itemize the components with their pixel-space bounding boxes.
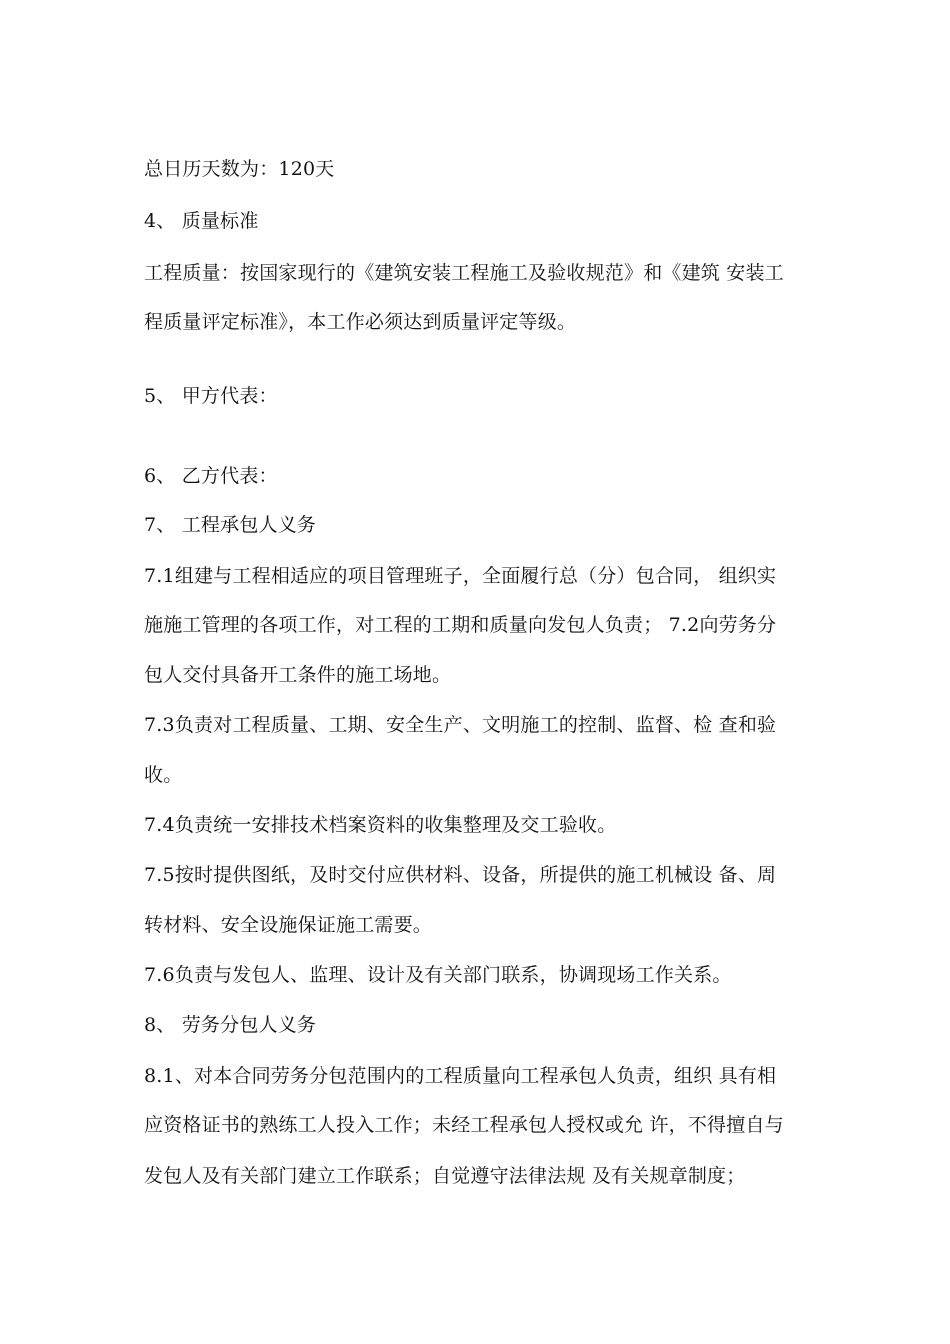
text-line-7-2: 包人交付具备开工条件的施工场地。 — [144, 664, 452, 686]
text-line-7-5-a: 7.5按时提供图纸，及时交付应供材料、设备，所提供的施工机械设 备、周 — [144, 864, 777, 886]
text-line-quality-1: 工程质量：按国家现行的《建筑安装工程施工及验收规范》和《建筑 安装工 — [144, 262, 784, 284]
heading-contractor-obligations: 7、 工程承包人义务 — [144, 514, 317, 536]
text-line-7-5-b: 转材料、安全设施保证施工需要。 — [144, 914, 433, 936]
text-line-7-1-a: 7.1组建与工程相适应的项目管理班子，全面履行总（分）包合同， 组织实 — [144, 565, 777, 587]
text-line-7-6: 7.6负责与发包人、监理、设计及有关部门联系，协调现场工作关系。 — [144, 964, 732, 986]
heading-party-b-representative: 6、 乙方代表： — [144, 465, 278, 487]
text-line-7-3-a: 7.3负责对工程质量、工期、安全生产、文明施工的控制、监督、检 查和验 — [144, 714, 777, 736]
text-line-total-days: 总日历天数为：120天 — [144, 158, 335, 180]
text-line-7-3-b: 收。 — [144, 764, 183, 786]
heading-quality-standard: 4、 质量标准 — [144, 210, 259, 232]
heading-subcontractor-obligations: 8、 劳务分包人义务 — [144, 1014, 317, 1036]
text-line-7-4: 7.4负责统一安排技术档案资料的收集整理及交工验收。 — [144, 814, 617, 836]
text-line-quality-2: 程质量评定标准》，本工作必须达到质量评定等级。 — [144, 311, 577, 333]
text-line-7-1-b: 施施工管理的各项工作，对工程的工期和质量向发包人负责； 7.2向劳务分 — [144, 614, 777, 636]
text-line-8-1-b: 应资格证书的熟练工人投入工作；未经工程承包人授权或允 许，不得擅自与 — [144, 1114, 784, 1136]
heading-party-a-representative: 5、 甲方代表： — [144, 385, 278, 407]
text-line-8-1-a: 8.1、对本合同劳务分包范围内的工程质量向工程承包人负责，组织 具有相 — [144, 1065, 777, 1087]
text-line-8-1-c: 发包人及有关部门建立工作联系；自觉遵守法律法规 及有关规章制度； — [144, 1165, 746, 1187]
